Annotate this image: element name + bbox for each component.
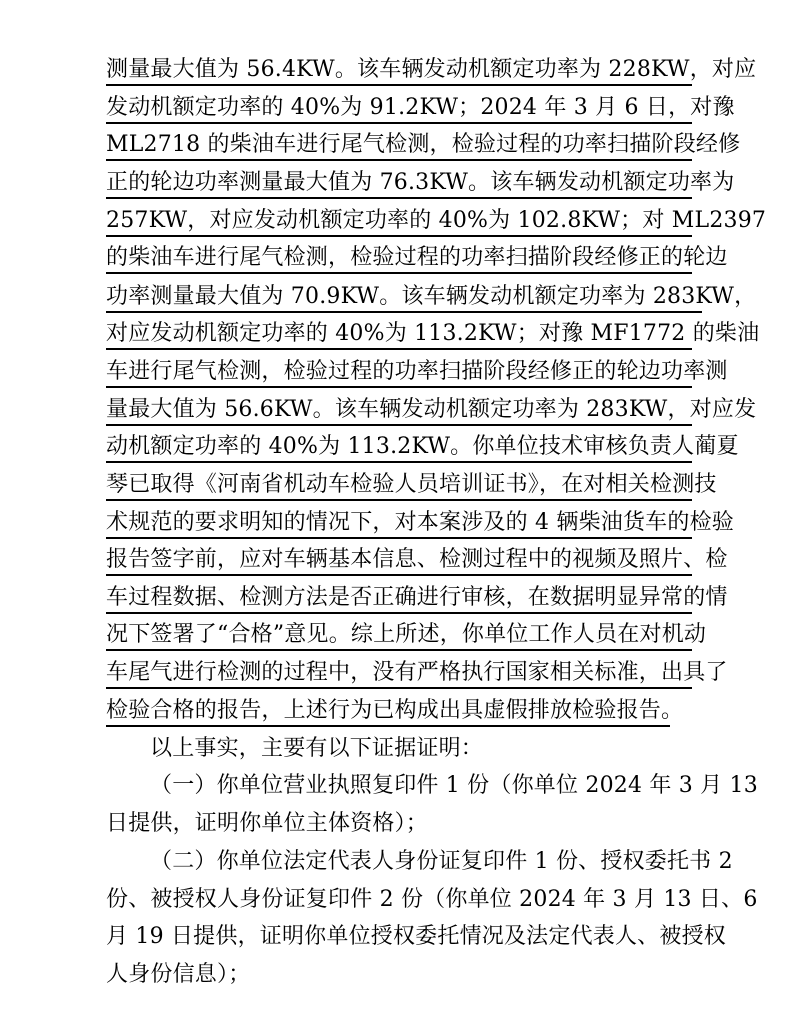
underline-12	[106, 499, 692, 501]
text-line-13: 术规范的要求明知的情况下，对本案涉及的 4 辆柴油货车的检验	[106, 510, 734, 535]
evidence-1-line-2: 日提供，证明你单位主体资格）；	[106, 811, 429, 836]
underline-7	[106, 311, 702, 313]
text-line-15: 车过程数据、检测方法是否正确进行审核，在数据明显异常的情	[106, 585, 728, 610]
text-line-3: ML2718 的柴油车进行尾气检测，检验过程的功率扫描阶段经修	[106, 132, 741, 157]
text-line-18: 检验合格的报告，上述行为已构成出具虚假排放检验报告。	[106, 698, 684, 723]
text-line-6: 的柴油车进行尾气检测，检验过程的功率扫描阶段经修正的轮边	[106, 245, 728, 270]
text-line-1: 测量最大值为 56.4KW。该车辆发动机额定功率为 228KW，对应	[106, 57, 757, 82]
text-line-12: 琴已取得《河南省机动车检验人员培训证书》，在对相关检测技	[106, 472, 717, 497]
underline-13	[106, 537, 692, 539]
underline-1	[106, 84, 692, 86]
evidence-intro: 以上事实，主要有以下证据证明：	[150, 736, 484, 761]
underline-18	[106, 725, 670, 727]
text-line-17: 车尾气进行检测的过程中，没有严格执行国家相关标准，出具了	[106, 660, 728, 685]
underline-2	[106, 122, 692, 124]
evidence-2-line-4: 人身份信息）；	[106, 962, 251, 987]
text-line-14: 报告签字前，应对车辆基本信息、检测过程中的视频及照片、检	[106, 547, 728, 572]
text-line-2: 发动机额定功率的 40%为 91.2KW；2024 年 3 月 6 日，对豫	[106, 95, 735, 120]
underline-14	[106, 574, 692, 576]
text-line-7: 功率测量最大值为 70.9KW。该车辆发动机额定功率为 283KW，	[106, 284, 757, 309]
underline-3	[106, 159, 692, 161]
text-line-11: 动机额定功率的 40%为 113.2KW。你单位技术审核负责人蔺夏	[106, 434, 739, 459]
underline-9	[106, 386, 692, 388]
evidence-2-line-2: 份、被授权人身份证复印件 2 份（你单位 2024 年 3 月 13 日、6	[106, 887, 758, 912]
text-line-10: 量最大值为 56.6KW。该车辆发动机额定功率为 283KW，对应发	[106, 397, 757, 422]
underline-16	[106, 649, 692, 651]
text-line-4: 正的轮边功率测量最大值为 76.3KW。该车辆发动机额定功率为	[106, 170, 735, 195]
evidence-1-line-1: （一）你单位营业执照复印件 1 份（你单位 2024 年 3 月 13	[150, 773, 758, 798]
text-line-8: 对应发动机额定功率的 40%为 113.2KW；对豫 MF1772 的柴油	[106, 321, 760, 346]
underline-8	[106, 348, 692, 350]
underline-11	[106, 461, 692, 463]
text-line-16: 况下签署了“合格”意见。综上所述，你单位工作人员在对机动	[106, 622, 707, 647]
underline-15	[106, 612, 692, 614]
text-line-5: 257KW，对应发动机额定功率的 40%为 102.8KW；对 ML2397	[106, 208, 767, 233]
underline-6	[106, 272, 692, 274]
underline-10	[106, 424, 692, 426]
underline-5	[106, 235, 692, 237]
evidence-2-line-1: （二）你单位法定代表人身份证复印件 1 份、授权委托书 2	[150, 849, 733, 874]
underline-4	[106, 197, 692, 199]
evidence-2-line-3: 月 19 日提供，证明你单位授权委托情况及法定代表人、被授权	[106, 924, 726, 949]
text-line-9: 车进行尾气检测，检验过程的功率扫描阶段经修正的轮边功率测	[106, 359, 728, 384]
underline-17	[106, 687, 692, 689]
